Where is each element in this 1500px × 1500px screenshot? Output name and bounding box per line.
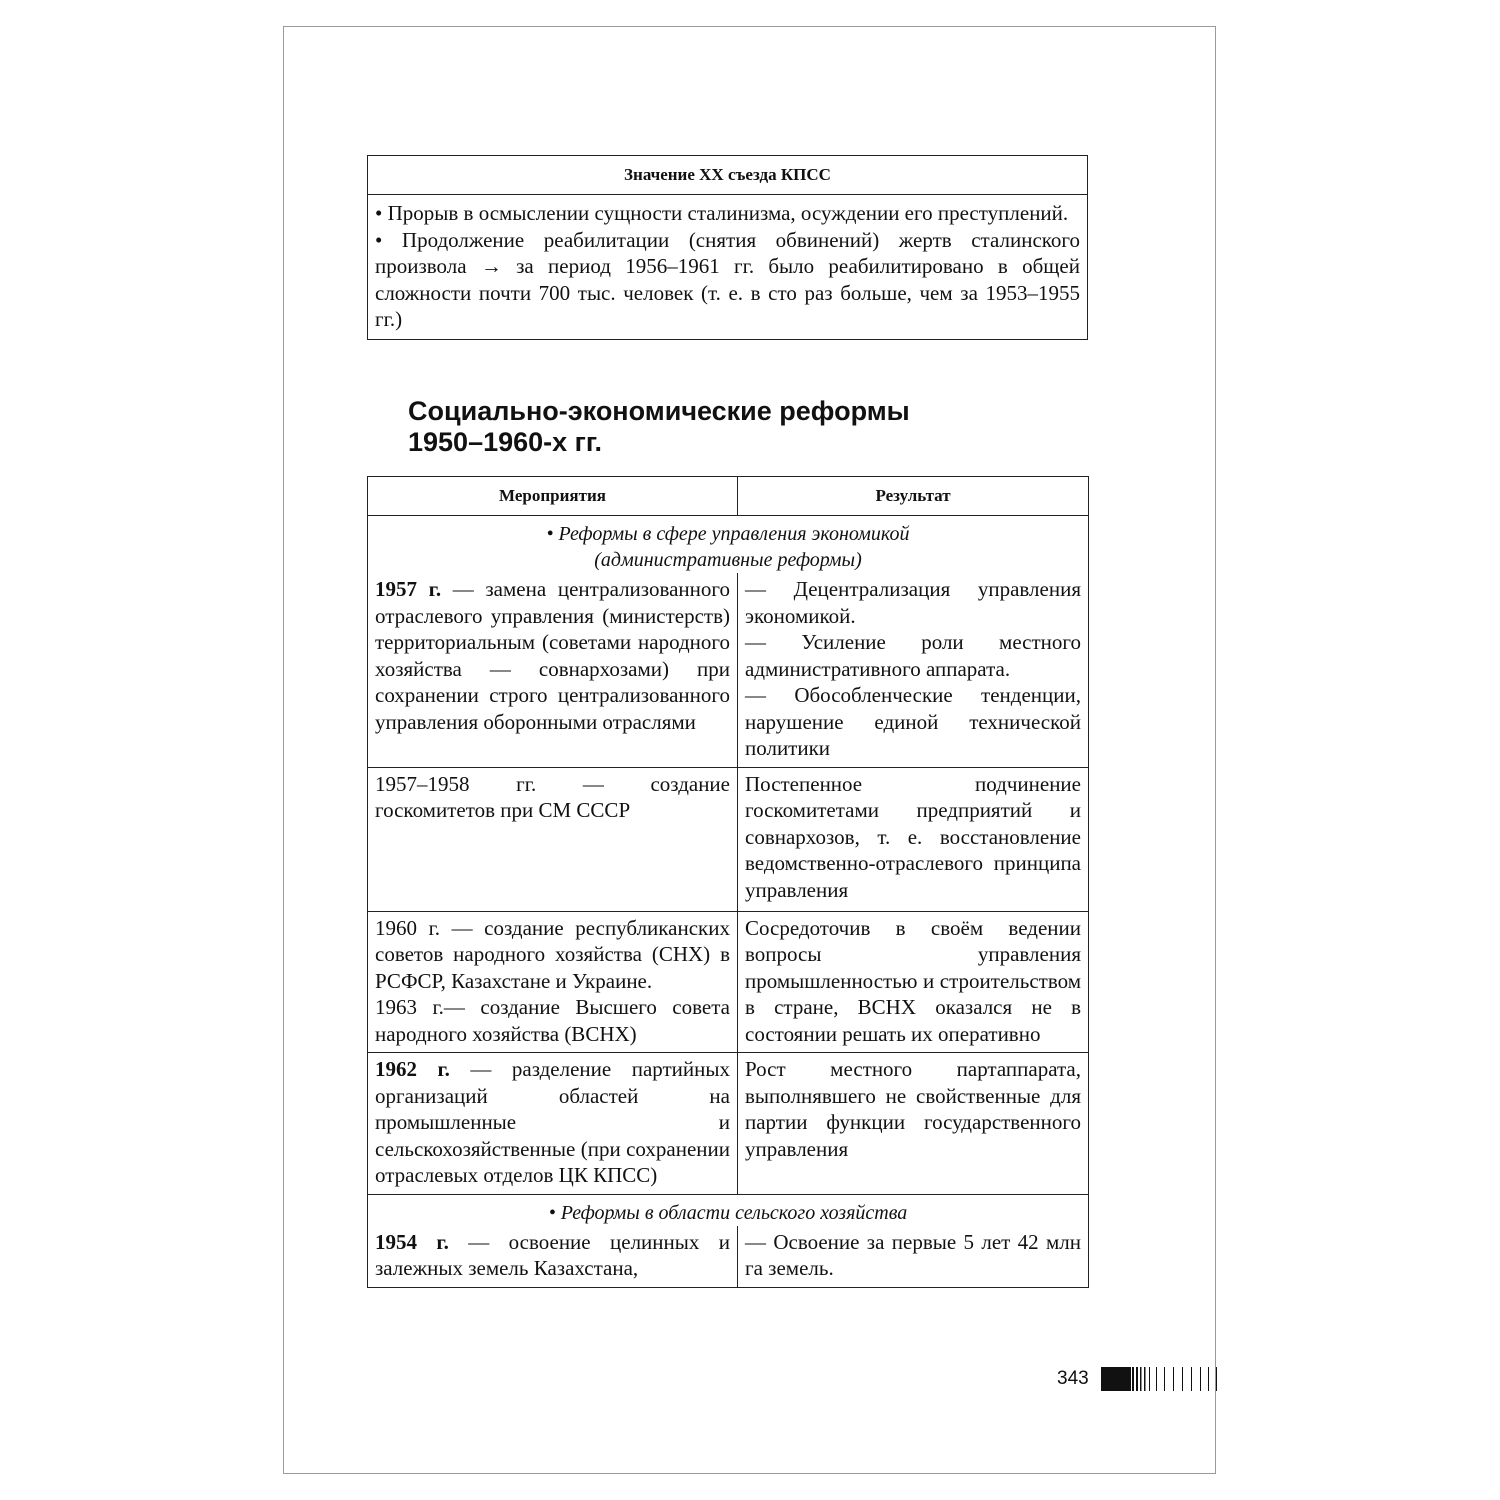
- section-heading-agriculture-line1: • Реформы в области сельского хозяйства: [548, 1201, 908, 1224]
- box-body: [368, 195, 1088, 340]
- xx-congress-box: [367, 155, 1088, 340]
- section-title: [408, 396, 910, 458]
- section-heading-admin: [368, 516, 1089, 574]
- column-header-measures: Мероприятия: [368, 477, 738, 516]
- measure-text-2: 1963 г.— создание Высшего совета народного хозяйства (ВСНХ): [375, 995, 730, 1046]
- measure-text: — разделение партийных организаций областей на промышленные и сельскохозяйственные (при сохранении отраслевых отделов ЦК КПСС): [375, 1057, 730, 1187]
- measure-text: 1957–1958 гг. — создание госкомитетов при СМ СССР: [375, 771, 730, 822]
- section-title-line1: Социально-экономические реформы: [408, 396, 910, 426]
- page-edge-marker: [1101, 1367, 1217, 1391]
- page-number: 343: [1057, 1368, 1089, 1389]
- measure-year: 1962 г.: [375, 1057, 450, 1081]
- box-bullet-2: • Продолжение реабилитации (снятия обвинений) жертв сталинского произвола → за период 1956–1961 гг. было реабилитировано в общей сложности почти 700 тыс. человек (т. е. в сто раз больше, чем за 1953–1955 гг.): [375, 227, 1080, 331]
- result-line: — Децентрализация управления экономикой.: [745, 577, 1081, 628]
- result-cell: [738, 573, 1089, 767]
- result-line: Постепенное подчинение госкомитетами предприятий и совнархозов, т. е. восстановление ведомственно-отраслевого принципа управления: [745, 771, 1081, 902]
- measure-year: 1957 г.: [375, 577, 442, 601]
- table-row: [368, 911, 1089, 1053]
- section-title-line2: 1950–1960-х гг.: [408, 427, 602, 457]
- measure-cell: [368, 911, 738, 1053]
- section-heading-admin-line1: • Реформы в сфере управления экономикой: [546, 523, 910, 545]
- result-cell: [738, 767, 1089, 911]
- result-line: — Усиление роли местного административного аппарата.: [745, 630, 1081, 681]
- result-cell: [738, 1053, 1089, 1195]
- measure-year: 1954 г.: [375, 1229, 449, 1254]
- section-heading-agriculture: [368, 1194, 1089, 1226]
- result-cell: [738, 911, 1089, 1053]
- column-header-result: Результат: [738, 477, 1089, 516]
- result-line: — Освоение за первые 5 лет 42 млн га земель.: [745, 1229, 1081, 1280]
- section-heading-admin-line2: (административные реформы): [594, 549, 862, 571]
- result-cell: [738, 1226, 1089, 1288]
- measure-cell: [368, 1226, 738, 1288]
- reforms-table: [367, 476, 1089, 1288]
- measure-text: — освоение целинных и залежных земель Казахстана,: [375, 1229, 731, 1280]
- box-bullet-1: • Прорыв в осмыслении сущности сталинизма, осуждении его преступлений.: [375, 201, 1069, 225]
- measure-text: 1960 г. — создание республиканских советов народного хозяйства (СНХ) в РСФСР, Казахстане и Украине.: [375, 915, 730, 993]
- result-line: Сосредоточив в своём ведении вопросы управления промышленностью и строительством в стране, ВСНХ оказался не в состоянии решать их оперативно: [745, 915, 1081, 1046]
- result-line: — Обособленческие тенденции, нарушение единой технической политики: [745, 683, 1081, 760]
- measure-cell: [368, 573, 738, 767]
- table-row: [368, 1226, 1089, 1288]
- box-header: Значение XX съезда КПСС: [368, 156, 1088, 195]
- result-line: Рост местного партаппарата, выполнявшего не свойственные для партии функции государственного управления: [745, 1057, 1081, 1161]
- table-row: [368, 1053, 1089, 1195]
- measure-cell: [368, 1053, 738, 1195]
- measure-text: — замена централизованного отраслевого управления (министерств) территориальным (советами народного хозяйства — совнархозами) при сохранении строго централизованного управления оборонными отраслями: [375, 577, 730, 734]
- measure-cell: [368, 767, 738, 911]
- table-row: [368, 573, 1089, 767]
- table-row: [368, 767, 1089, 911]
